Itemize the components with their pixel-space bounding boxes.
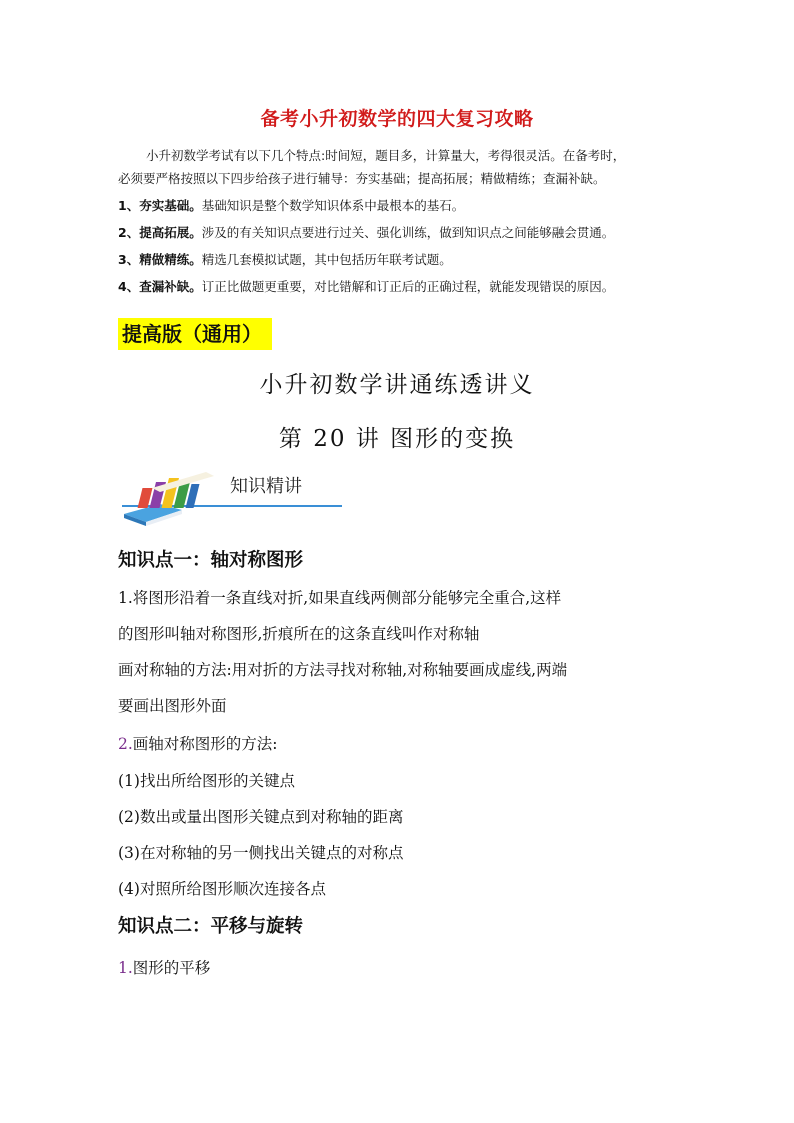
knowledge-label: 知识精讲 — [230, 476, 302, 497]
step-2 — [118, 221, 698, 244]
lecture-title: 第 20 讲 图形的变换 — [278, 426, 516, 452]
step-2-title: 2、提高拓展。 — [118, 225, 202, 240]
step-3-text: 精选几套模拟试题，其中包括历年联考试题。 — [201, 252, 452, 267]
section-1-item-2-text: 画轴对称图形的方法: — [132, 735, 278, 753]
section-1-sub-item-3: (3)在对称轴的另一侧找出关键点的对称点 — [118, 844, 404, 862]
section-2-heading: 知识点二：平移与旋转 — [118, 916, 304, 937]
step-4-text: 订正比做题更重要，对比错解和订正后的正确过程，就能发现错误的原因。 — [201, 279, 615, 294]
section-2-item-1-number: 1. — [118, 959, 133, 977]
intro-line-1: 小升初数学考试有以下几个特点:时间短，题目多，计算量大，考得很灵活。在备考时， — [146, 148, 626, 163]
step-4 — [118, 275, 698, 298]
step-1-title: 1、夯实基础。 — [118, 198, 202, 213]
step-1-text: 基础知识是整个数学知识体系中最根本的基石。 — [201, 198, 465, 213]
section-1-item-2-number: 2. — [118, 735, 133, 753]
section-2-item-1-text: 图形的平移 — [132, 959, 211, 977]
section-1-heading: 知识点一：轴对称图形 — [118, 550, 304, 571]
step-3-title: 3、精做精练。 — [118, 252, 202, 267]
section-1-p1-line-2: 的图形叫轴对称图形,折痕所在的这条直线叫作对称轴 — [118, 625, 480, 643]
section-1-p2-line-1: 画对称轴的方法:用对折的方法寻找对称轴,对称轴要画成虚线,两端 — [118, 661, 568, 679]
intro-line-2: 必须要严格按照以下四步给孩子进行辅导：夯实基础；提高拓展；精做精练；查漏补缺。 — [118, 171, 606, 186]
section-2-item-1 — [118, 950, 684, 986]
section-1-sub-item-4: (4)对照所给图形顺次连接各点 — [118, 880, 326, 898]
section-1-p2-line-2: 要画出图形外面 — [118, 697, 227, 715]
section-1-item-2 — [118, 726, 684, 762]
course-title: 小升初数学讲通练透讲义 — [259, 372, 535, 398]
step-4-title: 4、查漏补缺。 — [118, 279, 202, 294]
section-1-sub-item-2: (2)数出或量出图形关键点到对称轴的距离 — [118, 808, 404, 826]
section-1-p1-line-1: 1.将图形沿着一条直线对折,如果直线两侧部分能够完全重合,这样 — [118, 589, 562, 607]
header-title: 备考小升初数学的四大复习攻略 — [260, 108, 534, 130]
section-1-sub-item-1: (1)找出所给图形的关键点 — [118, 772, 295, 790]
version-banner: 提高版（通用） — [118, 318, 272, 350]
step-2-text: 涉及的有关知识点要进行过关、强化训练，做到知识点之间能够融会贯通。 — [201, 225, 615, 240]
step-3 — [118, 248, 698, 271]
step-1 — [118, 194, 698, 217]
intro-paragraph — [118, 144, 684, 190]
